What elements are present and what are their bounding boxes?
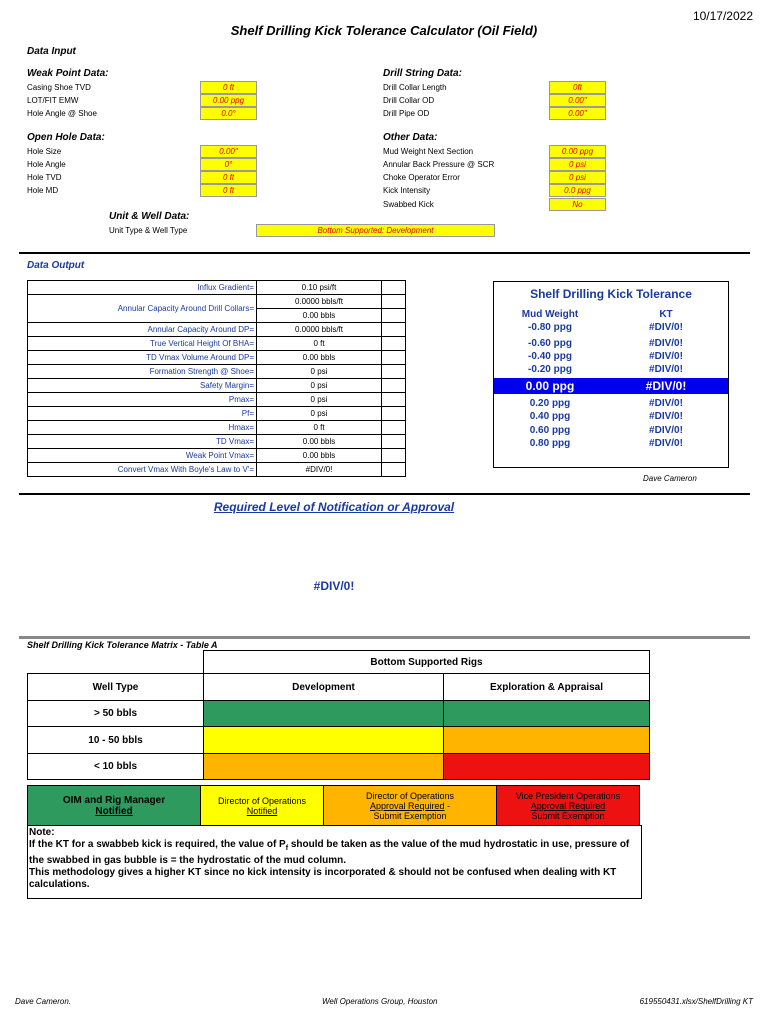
divider-matrix bbox=[19, 636, 750, 639]
note-box bbox=[27, 825, 642, 899]
table-row bbox=[28, 393, 406, 407]
table-row bbox=[28, 407, 406, 421]
hole-angle-input[interactable]: 0° bbox=[200, 158, 257, 171]
unit-well-type-select[interactable]: Bottom Supported: Development bbox=[256, 224, 495, 237]
matrix-cell-green bbox=[444, 701, 650, 727]
lot-fit-emw-input[interactable]: 0.00 ppg bbox=[200, 94, 257, 107]
kt-panel-author: Dave Cameron bbox=[643, 474, 697, 483]
kt-row: -0.80 ppg #DIV/0! bbox=[528, 322, 683, 333]
kt-row: -0.40 ppg #DIV/0! bbox=[528, 351, 683, 362]
weak-point-heading: Weak Point Data: bbox=[27, 68, 109, 79]
open-hole-heading: Open Hole Data: bbox=[27, 132, 105, 143]
hole-md-input[interactable]: 0 ft bbox=[200, 184, 257, 197]
pmax-value: 0 psi bbox=[257, 393, 382, 407]
casing-shoe-tvd-label: Casing Shoe TVD bbox=[27, 83, 91, 92]
legend-oim: OIM and Rig Manager Notified bbox=[28, 786, 201, 826]
pmax-label: Pmax= bbox=[28, 393, 257, 407]
kt-row: -0.60 ppg #DIV/0! bbox=[528, 338, 683, 349]
note-label: Note: bbox=[29, 827, 55, 838]
pf-value: 0 psi bbox=[257, 407, 382, 421]
hole-md-label: Hole MD bbox=[27, 186, 59, 195]
influx-gradient-value: 0.10 psi/ft bbox=[257, 281, 382, 295]
mud-weight-header: Mud Weight bbox=[521, 309, 579, 320]
kt-row: -0.20 ppg #DIV/0! bbox=[528, 364, 683, 375]
kt-row: 0.60 ppg #DIV/0! bbox=[529, 425, 683, 436]
weak-point-vmax-value: 0.00 bbls bbox=[257, 449, 382, 463]
data-input-heading: Data Input bbox=[27, 46, 76, 57]
notification-legend bbox=[27, 785, 640, 826]
matrix-cell-green bbox=[204, 701, 444, 727]
boyles-law-value: #DIV/0! bbox=[257, 463, 382, 477]
matrix-row-label: > 50 bbls bbox=[28, 701, 204, 727]
choke-operator-error-input[interactable]: 0 psi bbox=[549, 171, 606, 184]
table-row bbox=[28, 295, 406, 309]
hole-angle-shoe-label: Hole Angle @ Shoe bbox=[27, 109, 97, 118]
choke-operator-error-label: Choke Operator Error bbox=[383, 173, 460, 182]
annular-back-pressure-input[interactable]: 0 psi bbox=[549, 158, 606, 171]
data-output-table bbox=[27, 280, 406, 477]
table-row bbox=[28, 463, 406, 477]
formation-strength-value: 0 psi bbox=[257, 365, 382, 379]
lot-fit-emw-label: LOT/FIT EMW bbox=[27, 96, 79, 105]
td-vmax-value: 0.00 bbls bbox=[257, 435, 382, 449]
annular-capacity-dp-value: 0.0000 bbls/ft bbox=[257, 323, 382, 337]
legend-vp-approval: Vice President Operations Approval Required Submit Exemption bbox=[497, 786, 640, 826]
matrix-group-header: Bottom Supported Rigs bbox=[204, 651, 650, 674]
kt-row: 0.40 ppg #DIV/0! bbox=[529, 411, 683, 422]
table-row bbox=[28, 323, 406, 337]
matrix-exploration-header: Exploration & Appraisal bbox=[444, 674, 650, 701]
hole-size-input[interactable]: 0.00" bbox=[200, 145, 257, 158]
matrix-development-header: Development bbox=[204, 674, 444, 701]
notification-heading: Required Level of Notification or Approval bbox=[213, 500, 455, 514]
hmax-label: Hmax= bbox=[28, 421, 257, 435]
matrix-cell-yellow bbox=[204, 727, 444, 754]
matrix-cell-red bbox=[444, 754, 650, 780]
swabbed-kick-label: Swabbed Kick bbox=[383, 200, 434, 209]
unit-well-type-label: Unit Type & Well Type bbox=[109, 226, 188, 235]
table-row bbox=[28, 674, 650, 701]
tvh-bha-value: 0 ft bbox=[257, 337, 382, 351]
other-data-heading: Other Data: bbox=[383, 132, 438, 143]
matrix-title: Shelf Drilling Kick Tolerance Matrix - Table A bbox=[27, 640, 218, 650]
table-row bbox=[28, 701, 650, 727]
swabbed-kick-input[interactable]: No bbox=[549, 198, 606, 211]
safety-margin-label: Safety Margin= bbox=[28, 379, 257, 393]
hmax-value: 0 ft bbox=[257, 421, 382, 435]
table-row bbox=[28, 727, 650, 754]
table-row bbox=[28, 379, 406, 393]
notification-value: #DIV/0! bbox=[313, 579, 355, 593]
table-row bbox=[28, 786, 640, 826]
drill-pipe-od-input[interactable]: 0.00" bbox=[549, 107, 606, 120]
matrix-row-label: 10 - 50 bbls bbox=[28, 727, 204, 754]
annular-capacity-dc-value: 0.0000 bbls/ft bbox=[257, 295, 382, 309]
note-paragraph-2: This methodology gives a higher KT since no kick intensity is incorporated & should not be confused when dealing with KT calculations. bbox=[29, 867, 617, 890]
matrix-row-label: < 10 bbls bbox=[28, 754, 204, 780]
divider-output bbox=[19, 252, 750, 254]
drill-collar-od-input[interactable]: 0.00" bbox=[549, 94, 606, 107]
safety-margin-value: 0 psi bbox=[257, 379, 382, 393]
table-row bbox=[28, 651, 650, 674]
hole-angle-shoe-input[interactable]: 0.0° bbox=[200, 107, 257, 120]
boyles-law-label: Convert Vmax With Boyle's Law to V'= bbox=[28, 463, 257, 477]
td-vmax-dp-label: TD Vmax Volume Around DP= bbox=[28, 351, 257, 365]
td-vmax-dp-value: 0.00 bbls bbox=[257, 351, 382, 365]
table-row bbox=[28, 421, 406, 435]
report-date: 10/17/2022 bbox=[692, 9, 753, 23]
matrix-cell-orange bbox=[444, 727, 650, 754]
hole-size-label: Hole Size bbox=[27, 147, 62, 156]
table-row bbox=[28, 337, 406, 351]
footer-author: Dave Cameron. bbox=[15, 997, 72, 1006]
note-paragraph-1: If the KT for a swabbeb kick is required, the value of $P_f$ should be taken as the value of the mud hydrostatic in use, pressure of the swabbed in gas bubble is = the hydrostatic of the mud column. bbox=[29, 839, 630, 866]
data-output-heading: Data Output bbox=[27, 260, 85, 271]
legend-director-notified: Director of Operations Notified bbox=[201, 786, 324, 826]
kt-header: KT bbox=[659, 309, 673, 320]
unit-well-heading: Unit & Well Data: bbox=[109, 211, 190, 222]
drill-string-heading: Drill String Data: bbox=[383, 68, 462, 79]
kick-tolerance-panel bbox=[493, 281, 729, 468]
annular-capacity-dc-volume: 0.00 bbls bbox=[257, 309, 382, 323]
formation-strength-label: Formation Strength @ Shoe= bbox=[28, 365, 257, 379]
table-row bbox=[28, 351, 406, 365]
weak-point-vmax-label: Weak Point Vmax= bbox=[28, 449, 257, 463]
annular-capacity-dc-label: Annular Capacity Around Drill Collars= bbox=[28, 295, 257, 323]
kt-panel-title: Shelf Drilling Kick Tolerance bbox=[530, 287, 692, 301]
hole-tvd-label: Hole TVD bbox=[27, 173, 62, 182]
drill-collar-length-input[interactable]: 0ft bbox=[549, 81, 606, 94]
kick-intensity-input[interactable]: 0.0 ppg bbox=[549, 184, 606, 197]
kt-row: 0.20 ppg #DIV/0! bbox=[529, 398, 683, 409]
drill-pipe-od-label: Drill Pipe OD bbox=[383, 109, 430, 118]
pf-label: Pf= bbox=[28, 407, 257, 421]
tvh-bha-label: True Vertical Height Of BHA= bbox=[28, 337, 257, 351]
casing-shoe-tvd-input[interactable]: 0 ft bbox=[200, 81, 257, 94]
mud-weight-next-input[interactable]: 0.00 ppg bbox=[549, 145, 606, 158]
hole-angle-label: Hole Angle bbox=[27, 160, 66, 169]
annular-back-pressure-label: Annular Back Pressure @ SCR bbox=[383, 160, 495, 169]
footer-group: Well Operations Group, Houston bbox=[322, 997, 438, 1006]
hole-tvd-input[interactable]: 0 ft bbox=[200, 171, 257, 184]
page-title: Shelf Drilling Kick Tolerance Calculator (Oil Field) bbox=[230, 23, 538, 38]
kt-row-current: 0.00 ppg #DIV/0! bbox=[494, 378, 728, 394]
table-row bbox=[28, 365, 406, 379]
mud-weight-next-label: Mud Weight Next Section bbox=[383, 147, 474, 156]
table-row bbox=[28, 281, 406, 295]
footer-file: 619550431.xlsx/ShelfDrilling KT bbox=[639, 997, 753, 1006]
annular-capacity-dp-label: Annular Capacity Around DP= bbox=[28, 323, 257, 337]
kt-header-row bbox=[494, 309, 728, 322]
divider-notification bbox=[19, 493, 750, 495]
table-row bbox=[28, 435, 406, 449]
drill-collar-length-label: Drill Collar Length bbox=[383, 83, 447, 92]
drill-collar-od-label: Drill Collar OD bbox=[383, 96, 435, 105]
td-vmax-label: TD Vmax= bbox=[28, 435, 257, 449]
kick-tolerance-matrix bbox=[27, 650, 650, 780]
legend-director-approval: Director of Operations Approval Required - Submit Exemption bbox=[324, 786, 497, 826]
influx-gradient-label: Influx Gradient= bbox=[28, 281, 257, 295]
matrix-cell-orange bbox=[204, 754, 444, 780]
table-row bbox=[28, 754, 650, 780]
kick-intensity-label: Kick Intensity bbox=[383, 186, 431, 195]
table-row bbox=[28, 449, 406, 463]
kt-row: 0.80 ppg #DIV/0! bbox=[529, 438, 683, 449]
matrix-well-type-header: Well Type bbox=[28, 674, 204, 701]
